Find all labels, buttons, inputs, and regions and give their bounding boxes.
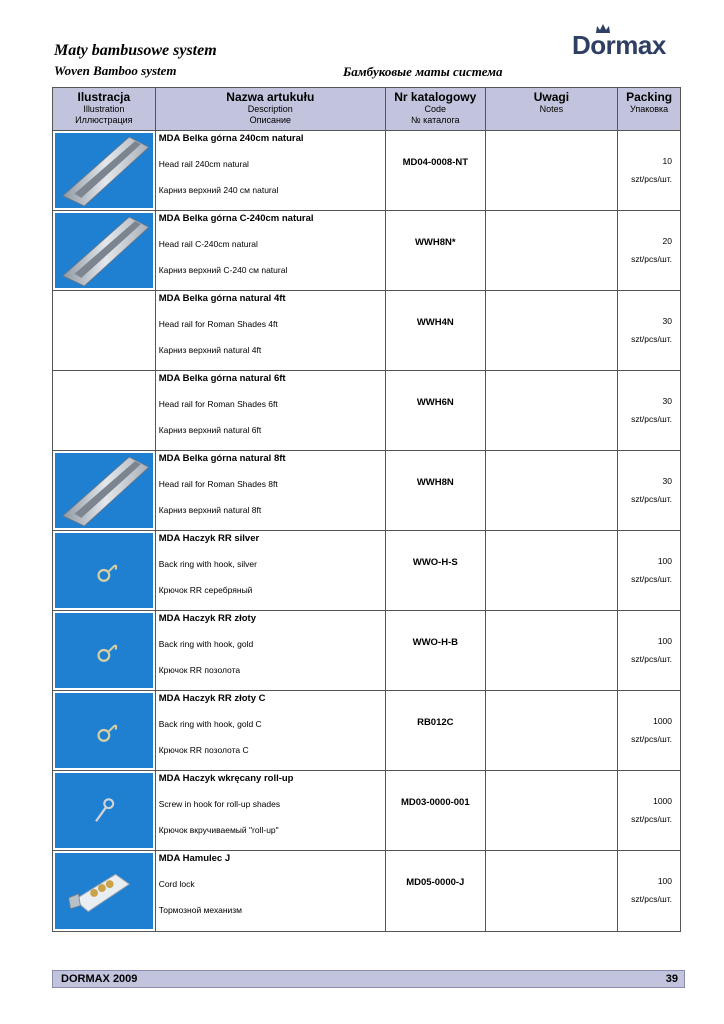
table-header: [53, 88, 680, 131]
illustration-cell: [53, 611, 156, 690]
description-russian: Карниз верхний natural 4ft: [158, 345, 262, 355]
packing-quantity: 10: [662, 156, 673, 166]
description-english: Head rail for Roman Shades 4ft: [158, 319, 278, 329]
packing-unit: szt/pcs/шт.: [631, 734, 673, 744]
cord-lock-image: [55, 853, 153, 929]
packing-unit: szt/pcs/шт.: [631, 894, 673, 904]
product-name: MDA Belka górna natural 6ft: [158, 373, 286, 384]
code-cell: [386, 371, 486, 450]
ring-hook-image: [55, 533, 153, 608]
catalog-number: MD04-0008-NT: [402, 157, 469, 168]
product-table: [52, 87, 681, 932]
notes-cell: [486, 371, 619, 450]
code-cell: [386, 291, 486, 370]
packing-quantity: 30: [662, 316, 673, 326]
description-russian: Карниз верхний 240 см natural: [158, 185, 279, 195]
empty-image: [55, 293, 153, 368]
packing-quantity: 1000: [653, 716, 673, 726]
notes-cell: [486, 291, 619, 370]
packing-unit: szt/pcs/шт.: [631, 654, 673, 664]
description-russian: Карниз верхний C-240 см natural: [158, 265, 288, 275]
product-name: MDA Hamulec J: [158, 853, 231, 864]
ring-hook-image: [55, 693, 153, 768]
packing-cell: [618, 851, 680, 931]
column-header-name: Nazwa artukułu Description Описание: [156, 88, 386, 130]
aluminium-rail-image: [55, 453, 153, 528]
description-cell: [156, 211, 386, 290]
description-english: Back ring with hook, silver: [158, 559, 257, 569]
code-cell: [386, 611, 486, 690]
packing-cell: [618, 371, 680, 450]
description-english: Head rail C-240cm natural: [158, 239, 258, 249]
catalog-number: WWO-H-B: [412, 637, 458, 648]
table-row: [53, 371, 680, 451]
table-row: [53, 451, 680, 531]
packing-cell: [618, 691, 680, 770]
notes-cell: [486, 531, 619, 610]
packing-quantity: 30: [662, 396, 673, 406]
page-footer: [52, 970, 685, 988]
packing-quantity: 100: [657, 556, 673, 566]
description-cell: [156, 691, 386, 770]
code-cell: [386, 131, 486, 210]
description-cell: [156, 131, 386, 210]
column-header-illustration: Ilustracja Illustration Иллюстрация: [53, 88, 156, 130]
dormax-logo: [572, 24, 682, 64]
catalog-number: RB012C: [417, 717, 454, 728]
screw-hook-image: [55, 773, 153, 848]
product-name: MDA Haczyk RR silver: [158, 533, 260, 544]
aluminium-rail-image: [55, 213, 153, 288]
description-russian: Крючок RR позолота: [158, 665, 241, 675]
description-english: Head rail for Roman Shades 6ft: [158, 399, 278, 409]
catalog-number: MD05-0000-J: [406, 877, 465, 888]
illustration-cell: [53, 131, 156, 210]
code-cell: [386, 851, 486, 931]
packing-unit: szt/pcs/шт.: [631, 414, 673, 424]
description-cell: [156, 611, 386, 690]
table-row: [53, 691, 680, 771]
description-english: Head rail for Roman Shades 8ft: [158, 479, 278, 489]
packing-quantity: 20: [662, 236, 673, 246]
code-cell: [386, 691, 486, 770]
code-cell: [386, 451, 486, 530]
product-name: MDA Belka górna C-240cm natural: [158, 213, 314, 224]
notes-cell: [486, 851, 619, 931]
packing-quantity: 30: [662, 476, 673, 486]
logo-text: Dormax: [572, 30, 666, 60]
illustration-cell: [53, 771, 156, 850]
description-cell: [156, 291, 386, 370]
description-cell: [156, 531, 386, 610]
table-row: [53, 211, 680, 291]
description-russian: Крючок RR серебряный: [158, 585, 253, 595]
illustration-cell: [53, 691, 156, 770]
notes-cell: [486, 211, 619, 290]
packing-cell: [618, 611, 680, 690]
packing-cell: [618, 291, 680, 370]
packing-unit: szt/pcs/шт.: [631, 494, 673, 504]
catalog-number: WWO-H-S: [412, 557, 458, 568]
packing-quantity: 100: [657, 876, 673, 886]
title-polish: Maty bambusowe system: [54, 42, 217, 59]
table-body: [53, 131, 680, 931]
packing-quantity: 100: [657, 636, 673, 646]
illustration-cell: [53, 451, 156, 530]
column-header-code: Nr katalogowy Code № каталога: [386, 88, 486, 130]
packing-unit: szt/pcs/шт.: [631, 174, 673, 184]
product-name: MDA Haczyk wkręcany roll-up: [158, 773, 294, 784]
empty-image: [55, 373, 153, 448]
footer-brand-year: DORMAX 2009: [61, 973, 138, 985]
product-name: MDA Belka górna natural 4ft: [158, 293, 286, 304]
code-cell: [386, 211, 486, 290]
description-cell: [156, 451, 386, 530]
column-header-notes: Uwagi Notes: [486, 88, 619, 130]
title-english: Woven Bamboo system: [54, 63, 177, 78]
packing-unit: szt/pcs/шт.: [631, 334, 673, 344]
notes-cell: [486, 451, 619, 530]
packing-cell: [618, 531, 680, 610]
description-english: Screw in hook for roll-up shades: [158, 799, 281, 809]
product-name: MDA Haczyk RR złoty: [158, 613, 256, 624]
description-russian: Крючок RR позолота C: [158, 745, 249, 755]
code-cell: [386, 531, 486, 610]
description-russian: Тормозной механизм: [158, 905, 243, 915]
code-cell: [386, 771, 486, 850]
product-name: MDA Haczyk RR złoty C: [158, 693, 266, 704]
description-english: Cord lock: [158, 879, 195, 889]
table-row: [53, 531, 680, 611]
table-row: [53, 131, 680, 211]
page-number: 39: [665, 973, 678, 985]
table-row: [53, 851, 680, 931]
catalog-number: MD03-0000-001: [400, 797, 470, 808]
notes-cell: [486, 771, 619, 850]
packing-unit: szt/pcs/шт.: [631, 574, 673, 584]
ring-hook-image: [55, 613, 153, 688]
catalog-number: WWH6N: [416, 397, 454, 408]
notes-cell: [486, 131, 619, 210]
title-russian: Бамбуковые маты система: [343, 64, 503, 79]
illustration-cell: [53, 851, 156, 931]
description-cell: [156, 771, 386, 850]
catalog-number: WWH8N*: [414, 237, 456, 248]
notes-cell: [486, 611, 619, 690]
illustration-cell: [53, 211, 156, 290]
packing-unit: szt/pcs/шт.: [631, 254, 673, 264]
catalog-number: WWH4N: [416, 317, 454, 328]
description-russian: Карниз верхний natural 8ft: [158, 505, 262, 515]
table-row: [53, 611, 680, 691]
description-english: Back ring with hook, gold: [158, 639, 254, 649]
description-russian: Крючок вкручиваемый "roll-up": [158, 825, 279, 835]
notes-cell: [486, 691, 619, 770]
description-english: Back ring with hook, gold C: [158, 719, 262, 729]
product-name: MDA Belka górna 240cm natural: [158, 133, 304, 144]
packing-cell: [618, 771, 680, 850]
packing-cell: [618, 131, 680, 210]
packing-cell: [618, 211, 680, 290]
description-cell: [156, 851, 386, 931]
catalog-number: WWH8N: [416, 477, 454, 488]
packing-unit: szt/pcs/шт.: [631, 814, 673, 824]
description-cell: [156, 371, 386, 450]
aluminium-rail-image: [55, 133, 153, 208]
packing-cell: [618, 451, 680, 530]
packing-quantity: 1000: [653, 796, 673, 806]
product-name: MDA Belka górna natural 8ft: [158, 453, 286, 464]
illustration-cell: [53, 531, 156, 610]
illustration-cell: [53, 371, 156, 450]
description-english: Head rail 240cm natural: [158, 159, 249, 169]
table-row: [53, 291, 680, 371]
column-header-packing: Packing Упаковка: [626, 90, 673, 114]
illustration-cell: [53, 291, 156, 370]
description-russian: Карниз верхний natural 6ft: [158, 425, 262, 435]
table-row: [53, 771, 680, 851]
